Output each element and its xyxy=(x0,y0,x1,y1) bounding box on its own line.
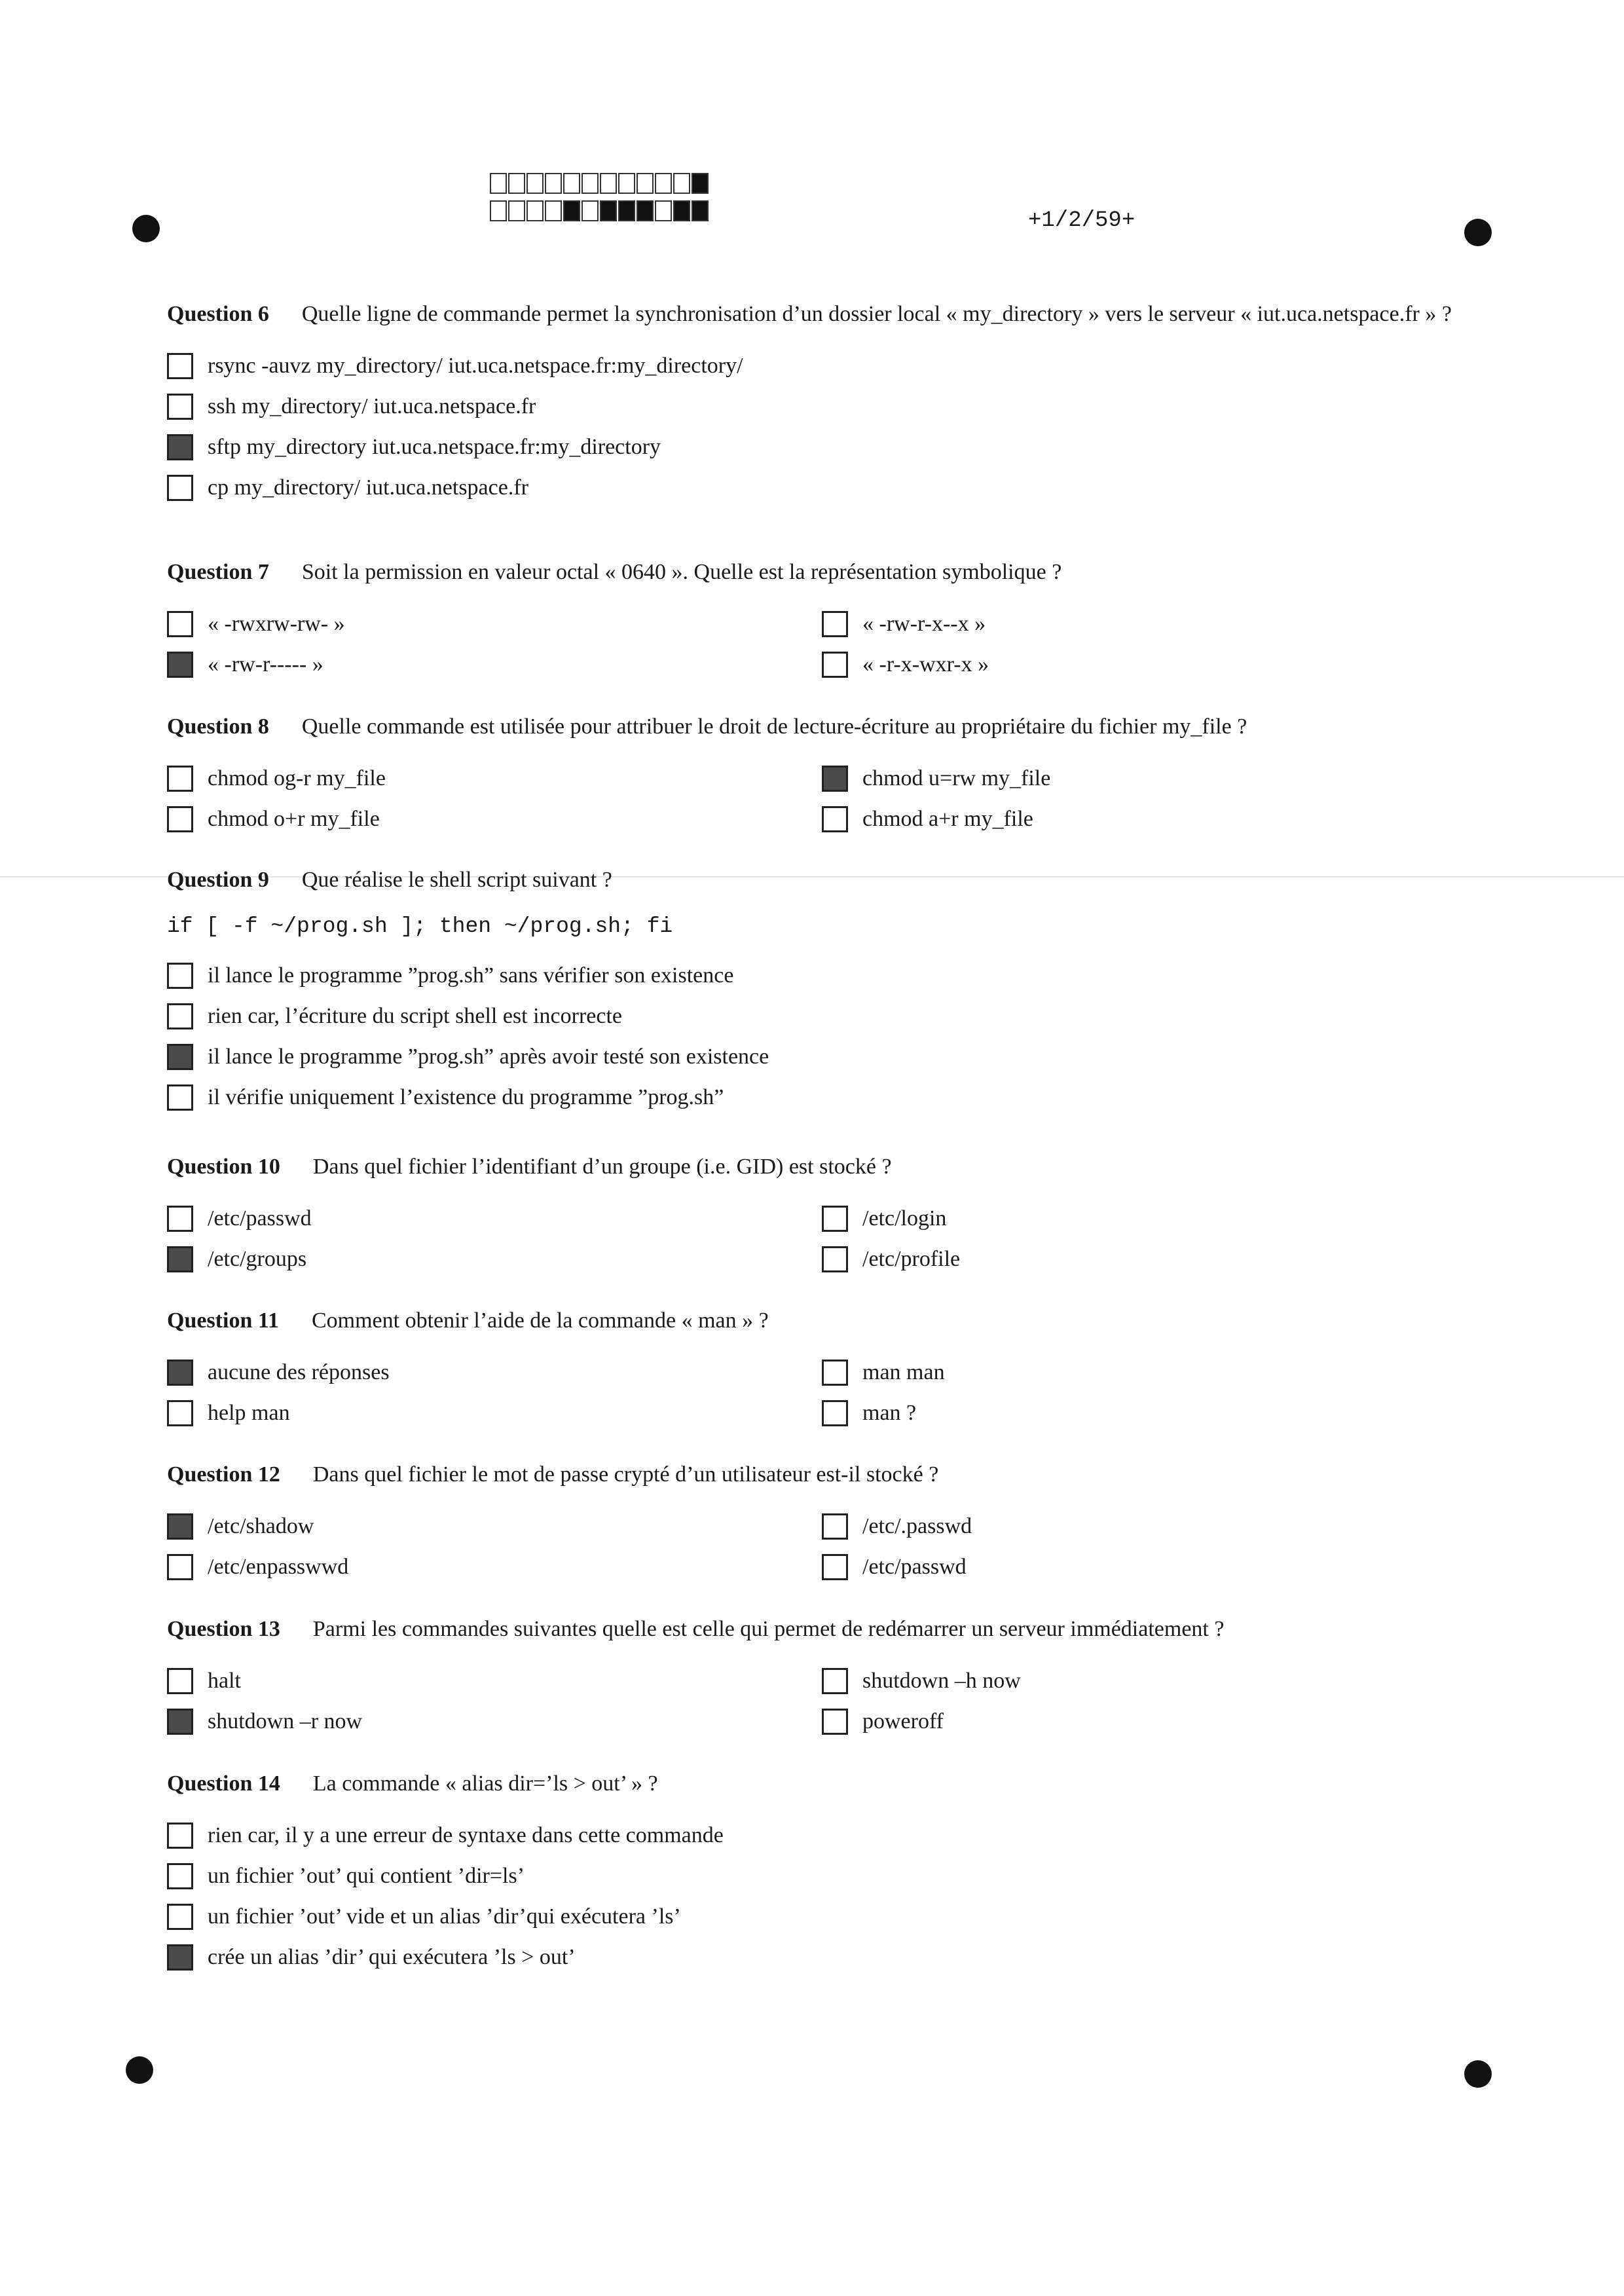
answer-option[interactable] xyxy=(167,427,1477,468)
answer-option-label: « -rw-r----- » xyxy=(208,652,323,676)
barcode-row-2 xyxy=(490,200,710,224)
answer-option-label: il vérifie uniquement l’existence du programme ”prog.sh” xyxy=(208,1085,724,1109)
checked-checkbox[interactable] xyxy=(167,434,193,460)
answer-option[interactable] xyxy=(167,1352,822,1393)
answer-options xyxy=(167,1661,1477,1742)
answer-option-label: man man xyxy=(862,1360,945,1384)
answer-option[interactable] xyxy=(167,799,822,840)
question-text: Dans quel fichier l’identifiant d’un groupe (i.e. GID) est stocké ? xyxy=(312,1155,892,1179)
answer-option[interactable] xyxy=(822,1547,1477,1587)
question-block xyxy=(167,866,1477,1118)
checkbox[interactable] xyxy=(167,1003,193,1029)
answer-option[interactable] xyxy=(822,604,1477,644)
checked-checkbox[interactable] xyxy=(167,652,193,678)
checkbox[interactable] xyxy=(167,1668,193,1694)
answer-option[interactable] xyxy=(822,1506,1477,1547)
answer-option-label: cp my_directory/ iut.uca.netspace.fr xyxy=(208,475,528,500)
answer-option[interactable] xyxy=(167,644,822,685)
question-number: Question 7 xyxy=(167,560,269,584)
answer-option[interactable] xyxy=(167,386,1477,427)
question-text: Quelle ligne de commande permet la synchronisation d’un dossier local « my_directory » vers le serveur « iut.uca.netspace.fr » ? xyxy=(301,302,1452,326)
answer-option[interactable] xyxy=(167,758,822,799)
answer-option-label: « -rw-r-x--x » xyxy=(862,612,986,636)
checkbox[interactable] xyxy=(167,475,193,501)
question-number: Question 13 xyxy=(167,1617,280,1641)
checkbox[interactable] xyxy=(822,1513,848,1540)
checkbox[interactable] xyxy=(167,766,193,792)
answer-option[interactable] xyxy=(822,799,1477,840)
checkbox[interactable] xyxy=(167,1206,193,1232)
answer-option[interactable] xyxy=(167,996,1477,1037)
answer-option-label: /etc/login xyxy=(862,1206,947,1231)
checkbox[interactable] xyxy=(167,1400,193,1426)
answer-option[interactable] xyxy=(167,1239,822,1280)
checked-checkbox[interactable] xyxy=(167,1360,193,1386)
question-block xyxy=(167,1615,1477,1742)
answer-option[interactable] xyxy=(167,1547,822,1587)
checkbox[interactable] xyxy=(167,1084,193,1111)
answer-option[interactable] xyxy=(167,955,1477,996)
answer-option-label: /etc/passwd xyxy=(862,1555,967,1579)
answer-option[interactable] xyxy=(167,468,1477,508)
answer-option[interactable] xyxy=(167,1856,1477,1897)
checked-checkbox[interactable] xyxy=(822,766,848,792)
checked-checkbox[interactable] xyxy=(167,1709,193,1735)
answer-option[interactable] xyxy=(167,1937,1477,1978)
answer-options xyxy=(167,955,1477,1118)
checked-checkbox[interactable] xyxy=(167,1944,193,1971)
answer-option-label: un fichier ’out’ qui contient ’dir=ls’ xyxy=(208,1864,525,1888)
answer-option[interactable] xyxy=(167,346,1477,386)
answer-option-label: « -r-x-wxr-x » xyxy=(862,652,989,676)
checkbox[interactable] xyxy=(167,1863,193,1889)
answer-option-label: poweroff xyxy=(862,1709,944,1733)
answer-option-label: un fichier ’out’ vide et un alias ’dir’qui exécutera ’ls’ xyxy=(208,1904,681,1929)
answer-option[interactable] xyxy=(167,1506,822,1547)
answer-option[interactable] xyxy=(822,1198,1477,1239)
question-title xyxy=(167,300,1477,329)
answer-option-label: il lance le programme ”prog.sh” après avoir testé son existence xyxy=(208,1045,769,1069)
checkbox[interactable] xyxy=(822,806,848,832)
question-text: La commande « alias dir=’ls > out’ » ? xyxy=(312,1771,658,1796)
checkbox[interactable] xyxy=(167,1823,193,1849)
checkbox[interactable] xyxy=(167,611,193,637)
question-number: Question 6 xyxy=(167,302,269,326)
answer-option-label: shutdown –r now xyxy=(208,1709,363,1733)
question-text: Dans quel fichier le mot de passe crypté d’un utilisateur est-il stocké ? xyxy=(312,1462,939,1487)
question-text: Parmi les commandes suivantes quelle est celle qui permet de redémarrer un serveur immédiatement ? xyxy=(312,1617,1225,1641)
question-block xyxy=(167,713,1477,840)
checkbox[interactable] xyxy=(822,1400,848,1426)
answer-option-label: ssh my_directory/ iut.uca.netspace.fr xyxy=(208,394,536,418)
registration-mark-bottom-right xyxy=(1464,2060,1492,2088)
checkbox[interactable] xyxy=(822,1668,848,1694)
question-number: Question 10 xyxy=(167,1155,280,1179)
checked-checkbox[interactable] xyxy=(167,1044,193,1070)
answer-option-label: /etc/passwd xyxy=(208,1206,312,1231)
question-title xyxy=(167,558,1477,587)
answer-option[interactable] xyxy=(167,1661,822,1701)
registration-mark-top-left xyxy=(132,215,160,242)
question-number: Question 11 xyxy=(167,1308,279,1333)
checked-checkbox[interactable] xyxy=(167,1246,193,1272)
question-block xyxy=(167,1306,1477,1434)
answer-option[interactable] xyxy=(167,1701,822,1742)
question-title xyxy=(167,1153,1477,1181)
answer-option-label: aucune des réponses xyxy=(208,1360,390,1384)
checkbox[interactable] xyxy=(167,353,193,379)
answer-option-label: /etc/groups xyxy=(208,1247,307,1271)
barcode-row-1 xyxy=(490,173,710,196)
checked-checkbox[interactable] xyxy=(167,1513,193,1540)
answer-option-label: sftp my_directory iut.uca.netspace.fr:my_directory xyxy=(208,435,661,459)
answer-option-label: chmod u=rw my_file xyxy=(862,766,1051,790)
answer-option-label: chmod a+r my_file xyxy=(862,807,1033,831)
question-title xyxy=(167,1460,1477,1489)
answer-option-label: « -rwxrw-rw- » xyxy=(208,612,345,636)
answer-option[interactable] xyxy=(822,1393,1477,1434)
question-block xyxy=(167,1769,1477,1978)
checkbox[interactable] xyxy=(822,1360,848,1386)
answer-option-label: shutdown –h now xyxy=(862,1669,1021,1693)
question-text: Que réalise le shell script suivant ? xyxy=(301,868,612,892)
checkbox[interactable] xyxy=(167,963,193,989)
question-number: Question 14 xyxy=(167,1771,280,1796)
answer-option[interactable] xyxy=(167,1037,1477,1077)
page-identifier: +1/2/59+ xyxy=(1028,208,1135,233)
answer-option-label: halt xyxy=(208,1669,241,1693)
answer-option[interactable] xyxy=(822,1352,1477,1393)
answer-option-label: /etc/enpasswwd xyxy=(208,1555,349,1579)
answer-option-label: rsync -auvz my_directory/ iut.uca.netspace.fr:my_directory/ xyxy=(208,354,743,378)
checkbox[interactable] xyxy=(822,1246,848,1272)
question-number: Question 9 xyxy=(167,868,269,892)
answer-option[interactable] xyxy=(822,1661,1477,1701)
checkbox[interactable] xyxy=(822,611,848,637)
shell-code-snippet: if [ -f ~/prog.sh ]; then ~/prog.sh; fi xyxy=(167,914,673,938)
answer-options xyxy=(167,604,1477,685)
checkbox[interactable] xyxy=(822,1554,848,1580)
question-block xyxy=(167,558,1477,685)
question-block xyxy=(167,300,1477,508)
answer-options xyxy=(167,1815,1477,1978)
checkbox[interactable] xyxy=(167,1904,193,1930)
answer-option-label: help man xyxy=(208,1401,290,1425)
question-block xyxy=(167,1460,1477,1587)
checkbox[interactable] xyxy=(822,652,848,678)
answer-option[interactable] xyxy=(822,758,1477,799)
answer-option[interactable] xyxy=(822,1701,1477,1742)
question-text: Quelle commande est utilisée pour attribuer le droit de lecture-écriture au propriétaire du fichier my_file ? xyxy=(301,714,1247,739)
checkbox[interactable] xyxy=(167,394,193,420)
answer-options xyxy=(167,1198,1477,1280)
answer-option[interactable] xyxy=(167,1897,1477,1937)
question-text: Soit la permission en valeur octal « 0640 ». Quelle est la représentation symbolique ? xyxy=(301,560,1062,584)
question-number: Question 12 xyxy=(167,1462,280,1487)
checkbox[interactable] xyxy=(822,1206,848,1232)
answer-option-label: /etc/profile xyxy=(862,1247,961,1271)
answer-options xyxy=(167,1506,1477,1587)
checkbox[interactable] xyxy=(167,1554,193,1580)
question-title xyxy=(167,713,1477,741)
checkbox[interactable] xyxy=(167,806,193,832)
question-number: Question 8 xyxy=(167,714,269,739)
answer-option[interactable] xyxy=(167,1815,1477,1856)
answer-options xyxy=(167,758,1477,840)
question-title xyxy=(167,1306,1477,1335)
answer-option[interactable] xyxy=(167,1077,1477,1118)
question-block xyxy=(167,1153,1477,1280)
answer-option-label: /etc/.passwd xyxy=(862,1514,972,1538)
answer-option[interactable] xyxy=(167,604,822,644)
answer-option[interactable] xyxy=(167,1198,822,1239)
answer-option[interactable] xyxy=(167,1393,822,1434)
answer-option[interactable] xyxy=(822,644,1477,685)
answer-option-label: rien car, il y a une erreur de syntaxe dans cette commande xyxy=(208,1823,724,1847)
checkbox[interactable] xyxy=(822,1709,848,1735)
registration-mark-top-right xyxy=(1464,219,1492,246)
student-id-barcode xyxy=(490,173,710,228)
question-title xyxy=(167,1615,1477,1644)
question-title xyxy=(167,1769,1477,1798)
question-text: Comment obtenir l’aide de la commande « man » ? xyxy=(311,1308,769,1333)
answer-option[interactable] xyxy=(822,1239,1477,1280)
answer-options xyxy=(167,346,1477,508)
question-title xyxy=(167,866,1477,895)
answer-option-label: il lance le programme ”prog.sh” sans vérifier son existence xyxy=(208,963,734,988)
answer-option-label: /etc/shadow xyxy=(208,1514,314,1538)
registration-mark-bottom-left xyxy=(126,2056,153,2084)
answer-option-label: man ? xyxy=(862,1401,917,1425)
answer-option-label: chmod o+r my_file xyxy=(208,807,380,831)
answer-option-label: rien car, l’écriture du script shell est incorrecte xyxy=(208,1004,623,1028)
answer-options xyxy=(167,1352,1477,1434)
answer-option-label: crée un alias ’dir’ qui exécutera ’ls > out’ xyxy=(208,1945,576,1969)
answer-option-label: chmod og-r my_file xyxy=(208,766,386,790)
